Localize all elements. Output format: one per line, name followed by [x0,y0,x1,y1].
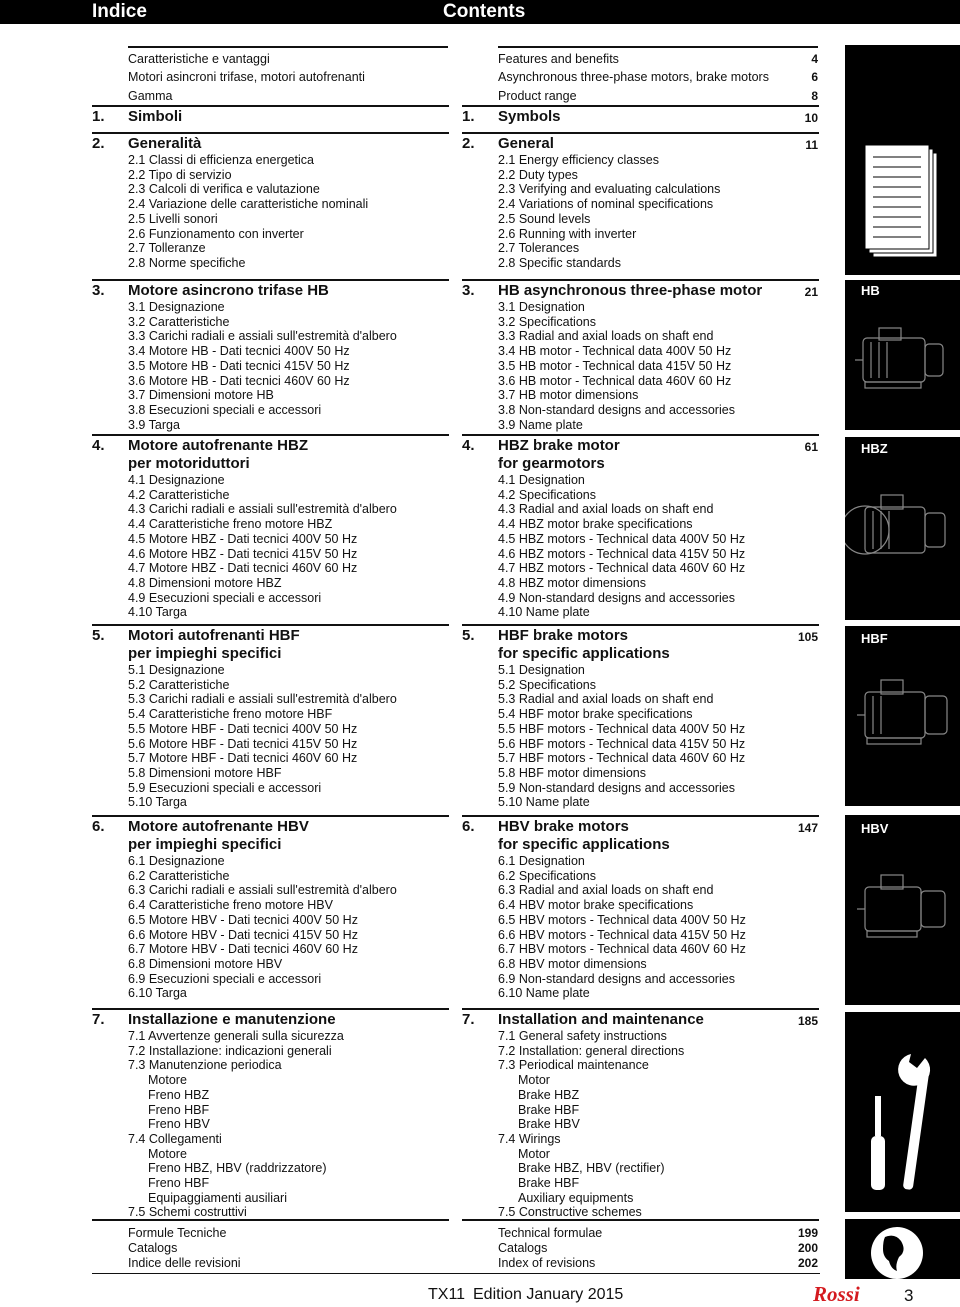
section-rule-en [462,815,819,817]
appendix-item-it: Formule Tecniche [128,1226,227,1240]
toc-item-en: 5.10 Name plate [498,795,590,810]
section-number-en: 2. [462,135,475,152]
sidebar-hb [845,280,960,430]
section-title-en: HB asynchronous three-phase motor [498,282,763,299]
toc-item-it: 3.4 Motore HB - Dati tecnici 400V 50 Hz [128,344,350,359]
tab-hbf[interactable]: HBF [861,631,888,646]
toc-item-en: 2.5 Sound levels [498,211,591,226]
toc-item-it: 5.7 Motore HBF - Dati tecnici 460V 60 Hz [128,751,358,766]
toc-item-en: 4.8 HBZ motor dimensions [498,575,646,590]
section-number-en: 6. [462,818,475,835]
toc-item-en: 6.2 Specifications [498,868,596,883]
toc-item-en: 2.6 Running with inverter [498,226,637,241]
toc-item-en: 6.7 HBV motors - Technical data 460V 60 Hz [498,942,746,957]
intro-item-it: Caratteristiche e vantaggi [128,52,270,66]
section-subtitle-it: per impieghi specifici [128,645,282,662]
toc-item-it: 4.10 Targa [128,605,187,620]
section-rule-it [92,132,449,134]
toc-item-it: 6.5 Motore HBV - Dati tecnici 400V 50 Hz [128,912,358,927]
page-number: 185 [797,1014,818,1028]
toc-item-it: 5.5 Motore HBF - Dati tecnici 400V 50 Hz [128,721,358,736]
toc-item-it: 2.6 Funzionamento con inverter [128,226,304,241]
toc-item-it: 3.9 Targa [128,417,180,432]
toc-item-en: 7.3 Periodical maintenance [498,1058,649,1073]
toc-item-en: 2.3 Verifying and evaluating calculations [498,182,721,197]
header-bar [0,0,960,24]
section-title-it: Motore autofrenante HBZ [128,437,308,454]
toc-item-en: 4.5 HBZ motors - Technical data 400V 50 Hz [498,531,746,546]
sidebar-hbz [845,437,960,620]
motor-hbv-icon [845,815,960,1005]
section-number-en: 4. [462,437,475,454]
section-title-it: Generalità [128,135,202,152]
appendix-item-en: Technical formulae [498,1226,603,1240]
toc-item-en: 2.2 Duty types [498,167,578,182]
footer-rule [92,1273,820,1274]
toc-item-it: 3.2 Caratteristiche [128,314,230,329]
toc-item-en: 6.10 Name plate [498,986,590,1001]
toc-item-en: 7.2 Installation: general directions [498,1043,685,1058]
tab-hbz[interactable]: HBZ [861,441,888,456]
section-rule-it [92,279,449,281]
toc-item-it: 3.3 Carichi radiali e assiali sull'estremità d'albero [128,329,397,344]
page-number: 10 [804,111,818,125]
toc-item-en: 5.3 Radial and axial loads on shaft end [498,692,714,707]
toc-item-it: 5.6 Motore HBF - Dati tecnici 415V 50 Hz [128,736,358,751]
section-title-en: General [498,135,554,152]
toc-item-it: 4.3 Carichi radiali e assiali sull'estremità d'albero [128,502,397,517]
section-subtitle-it: per motoriduttori [128,455,250,472]
toc-item-it: 6.6 Motore HBV - Dati tecnici 415V 50 Hz [128,927,358,942]
section-rule-it [92,1008,449,1010]
rule-intro-it [128,46,448,48]
intro-item-en: Asynchronous three-phase motors, brake motors [498,70,769,85]
footer-page: 3 [904,1286,914,1305]
footer-edition: Edition January 2015 [473,1286,624,1303]
toc-item-en: 6.3 Radial and axial loads on shaft end [498,883,714,898]
section-title-it: Motori autofrenanti HBF [128,627,300,644]
title-en: Contents [443,1,526,22]
toc-item-en: 3.7 HB motor dimensions [498,388,639,403]
appendix-item-it: Catalogs [128,1240,178,1255]
toc-item-it: 6.1 Designazione [128,854,225,868]
toc-item-it: 4.4 Caratteristiche freno motore HBZ [128,517,333,532]
toc-item-en: 4.2 Specifications [498,487,596,502]
section-title-it: Simboli [128,108,183,125]
motor-hb-icon [845,280,960,430]
toc-item-en: 7.5 Constructive schemes [498,1205,642,1220]
toc-item-en: 3.8 Non-standard designs and accessories [498,402,735,417]
document-stack-icon [845,45,960,275]
toc-item-en: 6.4 HBV motor brake specifications [498,898,694,913]
toc-item-en: 2.7 Tolerances [498,241,580,256]
tab-hb[interactable]: HB [861,283,880,298]
toc-item-en: 5.9 Non-standard designs and accessories [498,780,735,795]
toc-item-it: Motore [148,1073,187,1088]
toc-item-it: 2.4 Variazione delle caratteristiche nominali [128,197,369,212]
appendix-item-en: Catalogs [498,1240,548,1255]
toc-item-en: 4.10 Name plate [498,605,590,620]
toc-item-en: Brake HBZ, HBV (rectifier) [518,1161,665,1176]
page-number: 21 [804,285,818,299]
section-subtitle-en: for specific applications [498,836,670,853]
toc-item-en: 5.1 Designation [498,663,585,677]
toc-item-en: 4.4 HBZ motor brake specifications [498,517,693,532]
toc-item-it: 4.8 Dimensioni motore HBZ [128,575,282,590]
toc-item-it: 7.2 Installazione: indicazioni generali [128,1043,332,1058]
motor-hbz-icon [845,437,960,620]
globe-icon [845,1219,960,1279]
section-subtitle-en: for specific applications [498,645,670,662]
toc-item-it: Freno HBZ [148,1087,210,1102]
toc-item-en: 7.1 General safety instructions [498,1029,667,1043]
toc-item-it: Freno HBF [148,1176,210,1190]
toc-item-en: 4.9 Non-standard designs and accessories [498,590,735,605]
toc-item-en: 4.1 Designation [498,473,585,487]
section-number-it: 1. [92,108,105,125]
page-number: 199 [797,1226,818,1240]
toc-item-it: Equipaggiamenti ausiliari [148,1190,287,1205]
motor-hbf-icon [845,626,960,806]
toc-item-en: Brake HBF [518,1176,580,1190]
toc-item-en: Brake HBF [518,1102,580,1117]
toc-item-it: 5.9 Esecuzioni speciali e accessori [128,780,322,795]
toc-item-it: 4.2 Caratteristiche [128,487,230,502]
toc-item-it: 2.2 Tipo di servizio [128,167,232,182]
sidebar-intro [845,45,960,275]
section-rule-en [462,1008,819,1010]
toc-item-it: 4.9 Esecuzioni speciali e accessori [128,590,322,605]
toc-item-it: Freno HBZ, HBV (raddrizzatore) [148,1161,327,1176]
toc-item-it: 2.7 Tolleranze [128,241,206,256]
section-title-it: Motore autofrenante HBV [128,818,309,835]
toc-item-it: 5.3 Carichi radiali e assiali sull'estremità d'albero [128,692,397,707]
toc-item-it: Motore [148,1146,187,1161]
section-number-it: 2. [92,135,105,152]
toc-item-en: 6.9 Non-standard designs and accessories [498,971,735,986]
toc-item-en: 4.3 Radial and axial loads on shaft end [498,502,714,517]
section-number-it: 5. [92,627,105,644]
toc-item-en: 3.6 HB motor - Technical data 460V 60 Hz [498,373,732,388]
section-number-it: 7. [92,1011,105,1028]
section-title-en: HBF brake motors [498,627,629,644]
toc-item-it: 7.5 Schemi costruttivi [128,1205,247,1220]
section-subtitle-en: for gearmotors [498,455,605,472]
section-number-en: 3. [462,282,475,299]
section-rule-it [92,624,449,626]
toc-item-it: 3.5 Motore HB - Dati tecnici 415V 50 Hz [128,358,350,373]
toc-item-it: 2.1 Classi di efficienza energetica [128,153,314,167]
toc-item-it: 2.5 Livelli sonori [128,211,218,226]
toc-item-it: 5.8 Dimensioni motore HBF [128,765,282,780]
section-title-en: HBV brake motors [498,818,629,835]
page-number: 4 [811,52,818,66]
toc-item-en: 3.4 HB motor - Technical data 400V 50 Hz [498,344,732,359]
toc-item-en: Motor [518,1146,550,1161]
section-title-en: Installation and maintenance [498,1011,704,1028]
sidebar-appendix [845,1219,960,1279]
toc-item-en: 2.8 Specific standards [498,255,621,270]
toc-item-en: 3.1 Designation [498,300,585,314]
section-number-it: 4. [92,437,105,454]
section-rule-en [462,132,819,134]
rule-appendix-en [462,1219,819,1221]
toc-item-en: 6.1 Designation [498,854,585,868]
page-number: 147 [797,821,818,835]
toc-item-en: Brake HBZ [518,1087,580,1102]
toc-item-it: 4.7 Motore HBZ - Dati tecnici 460V 60 Hz [128,561,358,576]
toc-item-en: Auxiliary equipments [518,1190,634,1205]
toc-item-en: 5.2 Specifications [498,677,596,692]
toc-item-en: 4.6 HBZ motors - Technical data 415V 50 Hz [498,546,746,561]
toc-item-en: Brake HBV [518,1117,580,1132]
toc-item-it: 6.3 Carichi radiali e assiali sull'estremità d'albero [128,883,397,898]
toc-item-en: 7.4 Wirings [498,1131,561,1146]
toc-item-en: 6.6 HBV motors - Technical data 415V 50 Hz [498,927,746,942]
toc-item-it: Freno HBV [148,1117,210,1132]
toc-item-it: 5.1 Designazione [128,663,225,677]
toc-item-it: 7.3 Manutenzione periodica [128,1058,282,1073]
intro-item-en: Features and benefits [498,52,619,66]
section-number-it: 3. [92,282,105,299]
toc-item-en: 6.5 HBV motors - Technical data 400V 50 Hz [498,912,746,927]
section-number-en: 7. [462,1011,475,1028]
toc-item-it: 6.10 Targa [128,986,187,1001]
toc-item-en: 5.8 HBF motor dimensions [498,765,646,780]
toc-item-it: 7.4 Collegamenti [128,1131,222,1146]
toc-item-it: Freno HBF [148,1102,210,1117]
appendix-item-en: Index of revisions [498,1255,596,1270]
wrench-screwdriver-icon [845,1012,960,1212]
toc-item-it: 6.9 Esecuzioni speciali e accessori [128,971,322,986]
toc-item-it: 5.4 Caratteristiche freno motore HBF [128,707,333,722]
tab-hbv[interactable]: HBV [861,821,889,836]
section-rule-en [462,624,819,626]
toc-item-it: 5.2 Caratteristiche [128,677,230,692]
section-number-en: 5. [462,627,475,644]
toc-item-it: 3.1 Designazione [128,300,225,314]
sidebar-hbv [845,815,960,1005]
title-it: Indice [92,1,147,22]
toc-item-en: 3.5 HB motor - Technical data 415V 50 Hz [498,358,732,373]
toc-item-it: 7.1 Avvertenze generali sulla sicurezza [128,1029,344,1043]
toc-item-it: 2.3 Calcoli di verifica e valutazione [128,182,320,197]
toc-item-it: 6.7 Motore HBV - Dati tecnici 460V 60 Hz [128,942,358,957]
section-rule-en [462,279,819,281]
page-number: 202 [797,1255,818,1270]
page-number: 6 [811,70,818,85]
section-title-it: Installazione e manutenzione [128,1011,336,1028]
toc-item-it: 6.8 Dimensioni motore HBV [128,956,283,971]
rossi-logo: Rossi [813,1282,860,1306]
section-title-it: Motore asincrono trifase HB [128,282,329,299]
toc-item-it: 3.6 Motore HB - Dati tecnici 460V 60 Hz [128,373,350,388]
toc-item-it: 4.5 Motore HBZ - Dati tecnici 400V 50 Hz [128,531,358,546]
page-number: 11 [805,138,818,152]
toc-item-en: 3.2 Specifications [498,314,596,329]
intro-item-it: Motori asincroni trifase, motori autofrenanti [128,70,365,85]
sidebar-hbf [845,626,960,806]
rule-appendix-it [92,1219,449,1221]
toc-item-en: 3.3 Radial and axial loads on shaft end [498,329,714,344]
toc-item-en: 5.5 HBF motors - Technical data 400V 50 Hz [498,721,746,736]
intro-item-it: Gamma [128,88,173,103]
section-rule-en [462,434,819,436]
section-rule-it [92,105,449,107]
toc-item-it: 2.8 Norme specifiche [128,255,246,270]
toc-item-it: 4.1 Designazione [128,473,225,487]
section-title-en: HBZ brake motor [498,437,620,454]
toc-item-it: 5.10 Targa [128,795,187,810]
toc-item-it: 4.6 Motore HBZ - Dati tecnici 415V 50 Hz [128,546,358,561]
toc-item-it: 6.4 Caratteristiche freno motore HBV [128,898,333,913]
toc-item-en: Motor [518,1073,550,1088]
footer-code: TX11 [428,1286,466,1303]
toc-item-en: 3.9 Name plate [498,417,583,432]
toc-item-en: 4.7 HBZ motors - Technical data 460V 60 Hz [498,561,746,576]
page-number: 200 [797,1240,818,1255]
sidebar-maintenance [845,1012,960,1212]
intro-item-en: Product range [498,88,577,103]
toc-item-en: 2.4 Variations of nominal specifications [498,197,714,212]
section-number-en: 1. [462,108,475,125]
toc-item-it: 6.2 Caratteristiche [128,868,230,883]
toc-item-en: 2.1 Energy efficiency classes [498,153,659,167]
toc-item-en: 5.6 HBF motors - Technical data 415V 50 Hz [498,736,746,751]
appendix-item-it: Indice delle revisioni [128,1255,241,1270]
toc-item-it: 3.7 Dimensioni motore HB [128,388,274,403]
page-number: 61 [804,440,818,454]
toc-item-en: 5.7 HBF motors - Technical data 460V 60 Hz [498,751,746,766]
section-title-en: Symbols [498,108,561,125]
section-rule-it [92,815,449,817]
section-rule-it [92,434,449,436]
toc-item-en: 5.4 HBF motor brake specifications [498,707,693,722]
section-number-it: 6. [92,818,105,835]
rule-intro-en [498,46,818,48]
page-number: 8 [811,88,818,103]
section-subtitle-it: per impieghi specifici [128,836,282,853]
toc-item-en: 6.8 HBV motor dimensions [498,956,647,971]
toc-item-it: 3.8 Esecuzioni speciali e accessori [128,402,322,417]
section-rule-en [462,105,819,107]
page-number: 105 [797,630,818,644]
